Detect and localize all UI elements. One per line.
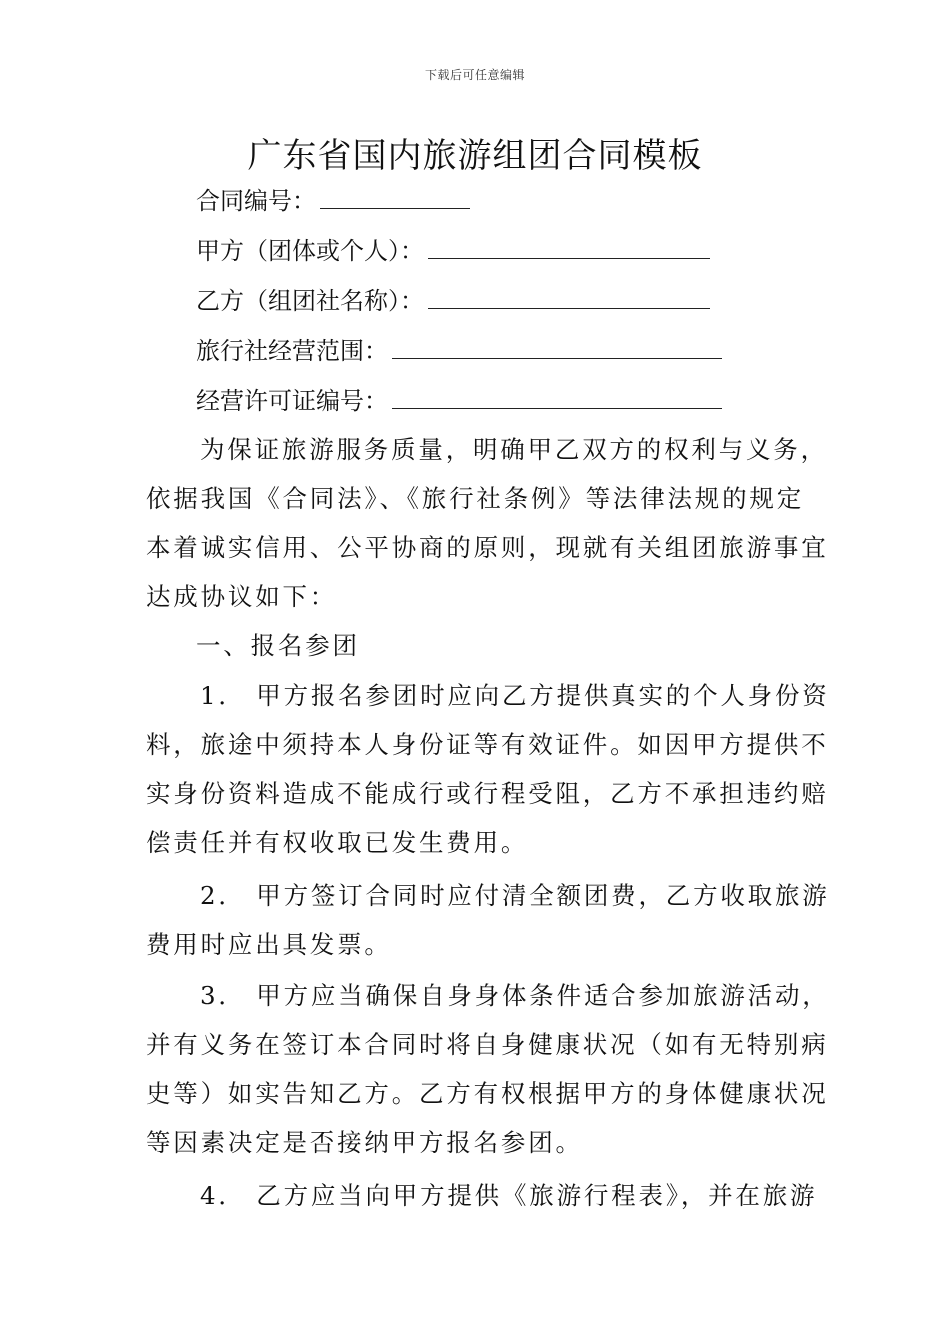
item-line: 3． 甲方应当确保自身身体条件适合参加旅游活动， [200,981,830,1010]
field-contract-number [196,186,470,216]
field-label: 合同编号： [196,187,316,215]
intro-line: 依据我国《合同法》、《旅行社条例》等法律法规的规定 [146,484,804,513]
section-heading: 一、报名参团 [196,631,360,660]
item-line: 4． 乙方应当向甲方提供《旅游行程表》，并在旅游 [200,1181,818,1210]
header-note: 下载后可任意编辑 [424,68,525,82]
item-line: 费用时应出具发票。 [146,930,392,959]
field-party-b [196,286,710,316]
field-label: 甲方（团体或个人）： [196,237,424,265]
item-line: 等因素决定是否接纳甲方报名参团。 [146,1128,583,1157]
intro-line: 本着诚实信用、公平协商的原则，现就有关组团旅游事宜 [146,533,829,562]
field-license-number [196,386,722,416]
field-party-a [196,236,710,266]
blank-line [392,386,722,409]
item-line: 并有义务在签订本合同时将自身健康状况（如有无特别病 [146,1030,829,1059]
field-label: 经营许可证编号： [196,387,388,415]
item-line: 偿责任并有权收取已发生费用。 [146,828,529,857]
field-business-scope [196,336,722,366]
field-label: 旅行社经营范围： [196,337,388,365]
item-line: 实身份资料造成不能成行或行程受阻，乙方不承担违约赔 [146,779,829,808]
item-line: 料，旅途中须持本人身份证等有效证件。如因甲方提供不 [146,730,829,759]
blank-line [428,236,710,259]
intro-line: 达成协议如下： [146,582,338,611]
blank-line [392,336,722,359]
intro-line: 为保证旅游服务质量，明确甲乙双方的权利与义务， [200,435,828,464]
item-line: 2． 甲方签订合同时应付清全额团费，乙方收取旅游 [200,881,830,910]
item-line: 史等）如实告知乙方。乙方有权根据甲方的身体健康状况 [146,1079,829,1108]
blank-line [320,186,470,209]
item-line: 1． 甲方报名参团时应向乙方提供真实的个人身份资 [200,681,830,710]
blank-line [428,286,710,309]
document-title: 广东省国内旅游组团合同模板 [247,136,703,176]
field-label: 乙方（组团社名称）： [196,287,424,315]
